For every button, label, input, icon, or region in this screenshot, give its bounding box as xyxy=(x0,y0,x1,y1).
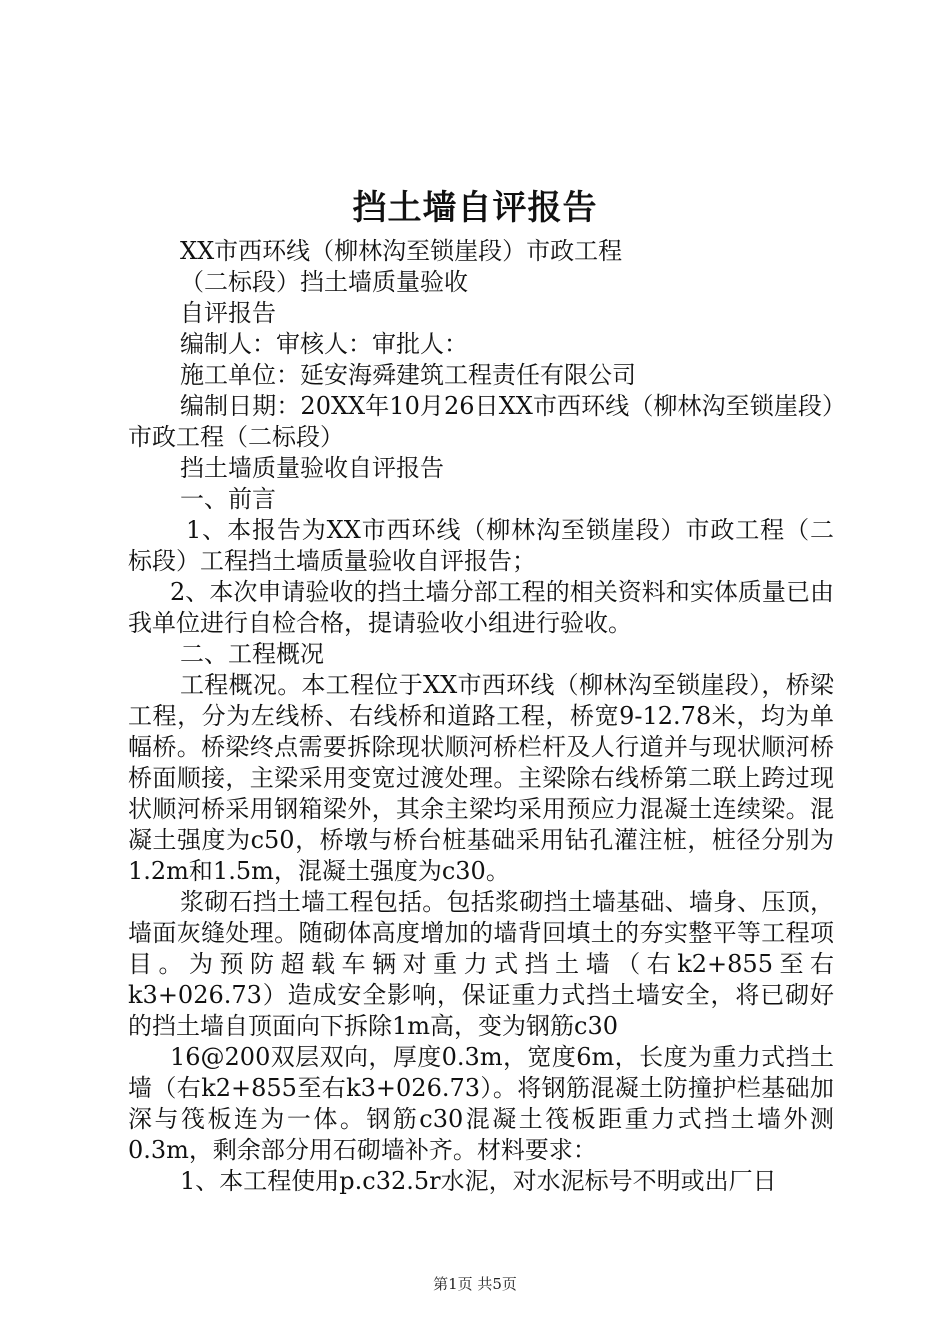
document-title: 挡土墙自评报告 xyxy=(352,188,598,228)
report-type-line: 自评报告 xyxy=(180,299,276,327)
signatories-line: 编制人：审核人：审批人： xyxy=(180,330,468,358)
overview-paragraph: 工程概况。本工程位于XX市西环线（柳林沟至锁崖段），桥梁工程，分为左线桥、右线桥和道路工程，桥宽9-12.78米，均为单幅桥。桥梁终点需要拆除现状顺河桥栏杆及人行道并与现状顺河桥桥面顺接，主梁采用变宽过渡处理。主梁除右线桥第二联上跨过现状顺河桥采用钢箱梁外，其余主梁均采用预应力混凝土连续梁。混凝土强度为c50，桥墩与桥台桩基础采用钻孔灌注桩，桩径分别为1.2m和1.5m，混凝土强度为c30。 xyxy=(128,671,834,885)
preface-item-1: 1、本报告为XX市西环线（柳林沟至锁崖段）市政工程（二标段）工程挡土墙质量验收自评报告； xyxy=(128,516,834,575)
page-number-footer: 第1页 共5页 xyxy=(433,1275,517,1293)
project-subtitle-line: （二标段）挡土墙质量验收 xyxy=(180,268,468,296)
report-subtitle-line: 挡土墙质量验收自评报告 xyxy=(180,454,444,482)
preface-item-2: 2、本次申请验收的挡土墙分部工程的相关资料和实体质量已由我单位进行自检合格，提请验收小组进行验收。 xyxy=(128,578,834,637)
project-name-line: XX市西环线（柳林沟至锁崖段）市政工程 xyxy=(180,237,623,265)
section-heading-overview: 二、工程概况 xyxy=(180,640,324,668)
material-item-1: 1、本工程使用p.c32.5r水泥，对水泥标号不明或出厂日 xyxy=(180,1167,777,1195)
date-line: 编制日期：20XX年10月26日XX市西环线（柳林沟至锁崖段）市政工程（二标段） xyxy=(128,392,834,451)
document-body xyxy=(128,236,834,1197)
section-heading-preface: 一、前言 xyxy=(180,485,276,513)
contractor-line: 施工单位：延安海舜建筑工程责任有限公司 xyxy=(180,361,636,389)
masonry-wall-paragraph: 浆砌石挡土墙工程包括。包括浆砌挡土墙基础、墙身、压顶，墙面灰缝处理。随砌体高度增加的墙背回填土的夯实整平等工程项目。为预防超载车辆对重力式挡土墙（右k2+855至右k3+026.73）造成安全影响，保证重力式挡土墙安全，将已砌好的挡土墙自顶面向下拆除1m高，变为钢筋c30 xyxy=(128,888,834,1040)
rebar-spec-paragraph: 16@200双层双向，厚度0.3m，宽度6m，长度为重力式挡土墙（右k2+855至右k3+026.73）。将钢筋混凝土防撞护栏基础加深与筏板连为一体。钢筋c30混凝土筏板距重力式挡土墙外测0.3m，剩余部分用石砌墙补齐。材料要求： xyxy=(128,1043,834,1164)
